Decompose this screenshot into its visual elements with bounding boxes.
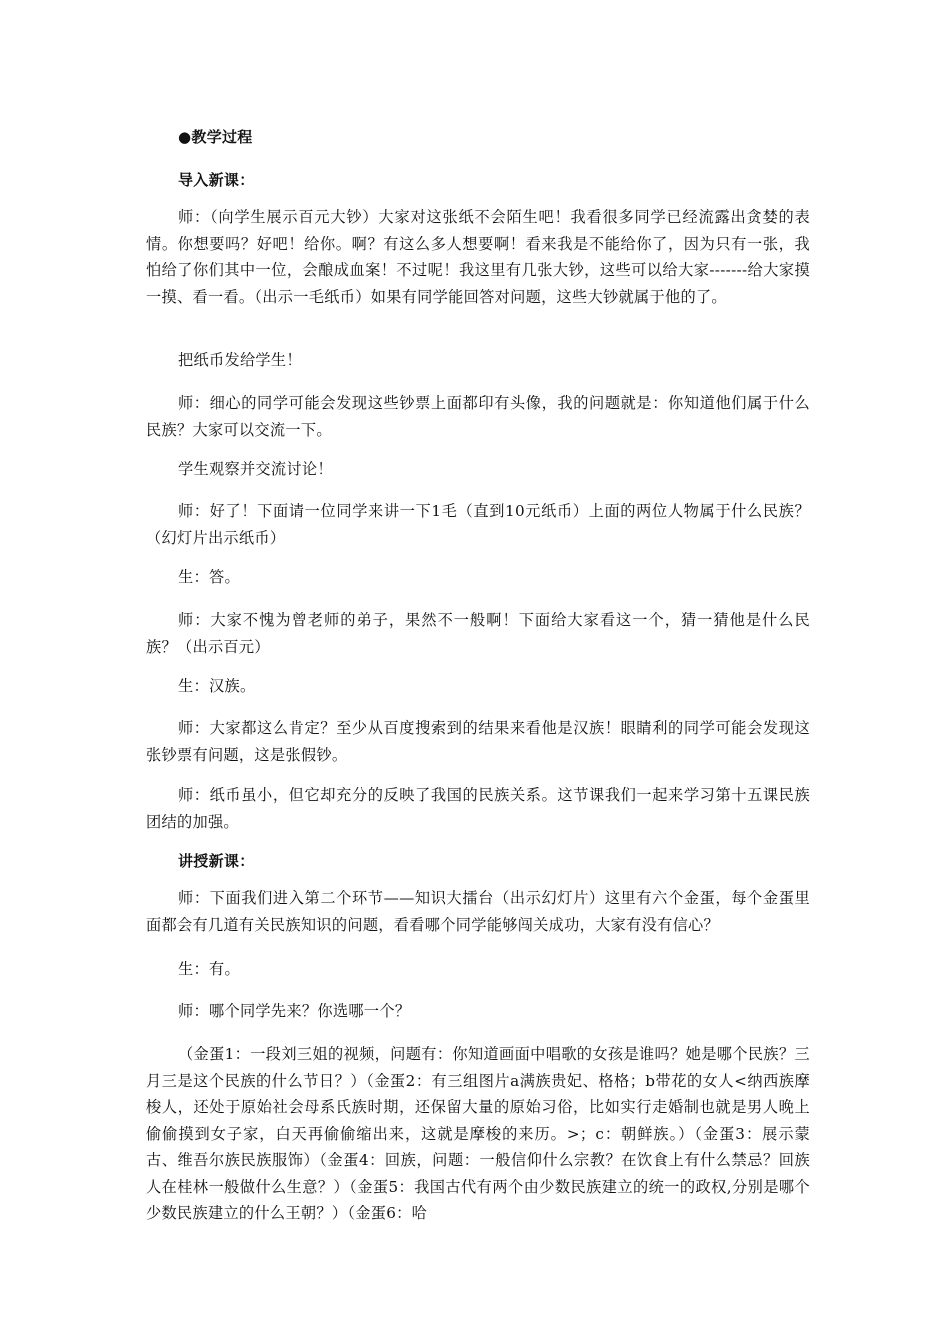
paragraph-teacher-fake: 师：大家都这么肯定？至少从百度搜索到的结果来看他是汉族！眼睛利的同学可能会发现这张钞票有问题，这是张假钞。 [146,719,810,764]
paragraph-student-answer: 生：答。 [178,568,240,586]
section-heading-teach: 讲授新课： [178,852,255,870]
paragraph-student-yes: 生：有。 [178,960,240,978]
paragraph-distribute-money: 把纸币发给学生！ [178,351,302,369]
paragraph-teacher-question: 师：细心的同学可能会发现这些钞票上面都印有头像，我的问题就是：你知道他们属于什么民族？大家可以交流一下。 [146,394,810,439]
paragraph-golden-eggs: （金蛋1：一段刘三姐的视频，问题有：你知道画面中唱歌的女孩是谁吗？她是哪个民族？三月三是这个民族的什么节日？）（金蛋2：有三组图片a满族贵妃、格格；b带花的女人<纳西族摩梭人，还处于原始社会母系氏族时期，还保留大量的原始习俗，比如实行走婚制也就是男人晚上偷偷摸到女子家，白天再偷偷缩出来，这就是摩梭的来历。>；c：朝鲜族。）（金蛋3：展示蒙古、维吾尔族民族服饰）（金蛋4：回族，问题：一般信仰什么宗教？在饮食上有什么禁忌？回族人在桂林一般做什么生意？）（金蛋5：我国古代有两个由少数民族建立的统一的政权,分别是哪个少数民族建立的什么王朝？）（金蛋6：哈 [146,1045,810,1222]
paragraph-student-han: 生：汉族。 [178,677,256,695]
paragraph-teacher-hundred: 师：大家不愧为曾老师的弟子，果然不一般啊！下面给大家看这一个，猜一猜他是什么民族？（出示百元） [146,611,810,656]
section-heading-intro: 导入新课： [178,171,255,189]
paragraph-teacher-lesson: 师：纸币虽小，但它却充分的反映了我国的民族关系。这节课我们一起来学习第十五课民族团结的加强。 [146,786,810,831]
paragraph-teacher-arena: 师：下面我们进入第二个环节——知识大擂台（出示幻灯片）这里有六个金蛋，每个金蛋里面都会有几道有关民族知识的问题，看看哪个同学能够闯关成功，大家有没有信心？ [146,889,810,934]
section-heading-teaching-process: ●教学过程 [178,128,253,146]
paragraph-teacher-banknote: 师：（向学生展示百元大钞）大家对这张纸不会陌生吧！我看很多同学已经流露出贪婪的表情。你想要吗？好吧！给你。啊？有这么多人想要啊！看来我是不能给你了，因为只有一张，我怕给了你们其中一位，会酿成血案！不过呢！我这里有几张大钞，这些可以给大家-------给大家摸一摸、看一看。（出示一毛纸币）如果有同学能回答对问题，这些大钞就属于他的了。 [146,208,810,306]
paragraph-student-discuss: 学生观察并交流讨论！ [178,460,333,478]
paragraph-teacher-who-first: 师：哪个同学先来？你选哪一个？ [178,1002,411,1020]
paragraph-teacher-slides: 师：好了！下面请一位同学来讲一下1毛（直到10元纸币）上面的两位人物属于什么民族？（幻灯片出示纸币） [146,502,810,547]
